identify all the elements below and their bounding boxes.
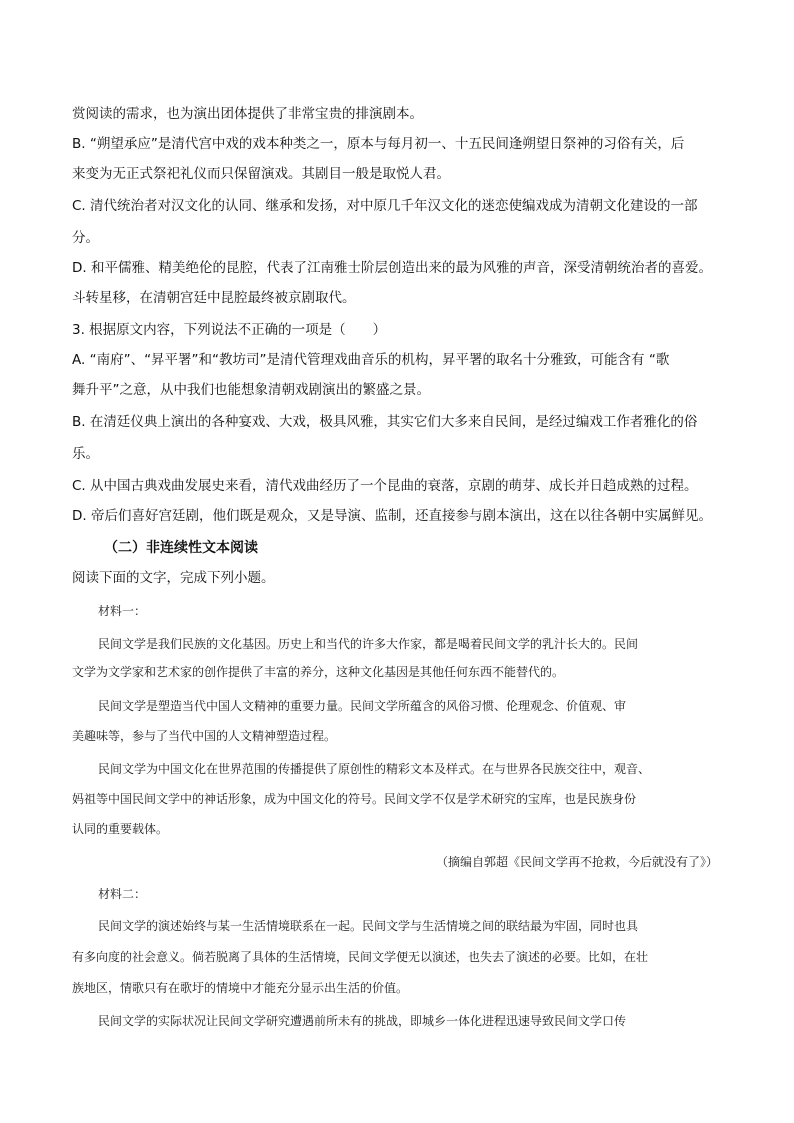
option-d-line: D. 和平儒雅、精美绝伦的昆腔，代表了江南雅士阶层创造出来的最为风雅的声音，深受清朝统治者的喜爱。	[72, 260, 712, 276]
text-line: 来变为无正式祭祀礼仪而只保留演戏。其剧目一般是取悦人君。	[72, 166, 450, 182]
text-line: 舞升平”之意，从中我们也能想象清朝戏剧演出的繁盛之景。	[72, 382, 430, 398]
paragraph-line: 妈祖等中国民间文学中的神话形象，成为中国文化的符号。民间文学不仅是学术研究的宝库，也是民族身份	[72, 792, 637, 806]
section-instruction: 阅读下面的文字，完成下列小题。	[72, 570, 275, 586]
paragraph-line: 民间文学的实际状况让民间文学研究遭遇前所未有的挑战，即城乡一体化进程迅速导致民间文学口传	[98, 1014, 627, 1028]
text-line: 斗转星移，在清朝宫廷中昆腔最终被京剧取代。	[72, 290, 356, 306]
paragraph-line: 族地区，情歌只有在歌圩的情境中才能充分显示出生活的价值。	[72, 981, 409, 995]
option-d-line: D. 帝后们喜好宫廷剧，他们既是观众，又是导演、监制，还直接参与剧本演出，这在以往各朝中实属鲜见。	[72, 508, 712, 524]
paragraph-line: 民间文学的演述始终与某一生活情境联系在一起。民间文学与生活情境之间的联结最为牢固，同时也具	[98, 919, 639, 933]
option-b-line: B. “朔望承应”是清代宫中戏的戏本种类之一，原本与每月初一、十五民间逢朔望日祭神的习俗有关，后	[72, 136, 685, 152]
paragraph-line: 有多向度的社会意义。倘若脱离了具体的生活情境，民间文学便无以演述，也失去了演述的必要。比如，在壮	[72, 950, 649, 964]
option-c-line: C. 清代统治者对汉文化的认同、继承和发扬，对中原几千年汉文化的迷恋使编戏成为清朝文化建设的一部	[72, 198, 698, 214]
section-heading: （二）非连续性文本阅读	[104, 540, 258, 556]
question-3-stem: 3. 根据原文内容，下列说法不正确的一项是（ ）	[72, 322, 387, 338]
paragraph-line: 认同的重要载体。	[72, 822, 169, 836]
material-2-label: 材料二：	[98, 887, 147, 901]
material-1-label: 材料一：	[98, 604, 147, 618]
option-c-line: C. 从中国古典戏曲发展史来看，清代戏曲经历了一个昆曲的衰落，京剧的萌芽、成长并日趋成熟的过程。	[72, 478, 698, 494]
text-line: 分。	[72, 230, 99, 246]
text-line: 乐。	[72, 446, 99, 462]
paragraph-line: 民间文学是塑造当代中国人文精神的重要力量。民间文学所蕴含的风俗习惯、伦理观念、价值观、审	[98, 699, 627, 713]
option-a-line: A. “南府”、“昇平署”和“教坊司”是清代管理戏曲音乐的机构，昇平署的取名十分雅致，可能含有 “歌	[72, 352, 670, 368]
text-line: 赏阅读的需求，也为演出团体提供了非常宝贵的排演剧本。	[72, 106, 423, 122]
paragraph-line: 民间文学为中国文化在世界范围的传播提供了原创性的精彩文本及样式。在与世界各民族交往中，观音、	[98, 762, 651, 776]
option-b-line: B. 在清廷仪典上演出的各种宴戏、大戏，极具风雅，其实它们大多来自民间，是经过编戏工作者雅化的俗	[72, 414, 698, 430]
paragraph-line: 民间文学是我们民族的文化基因。历史上和当代的许多大作家，都是喝着民间文学的乳汁长大的。民间	[98, 637, 639, 651]
paragraph-line: 文学为文学家和艺术家的创作提供了丰富的养分，这种文化基因是其他任何东西不能替代的。	[72, 665, 565, 679]
paragraph-line: 美趣味等，参与了当代中国的人文精神塑造过程。	[72, 729, 337, 743]
source-citation: （摘编自郭超《民间文学再不抢救，今后就没有了》）	[435, 855, 718, 869]
